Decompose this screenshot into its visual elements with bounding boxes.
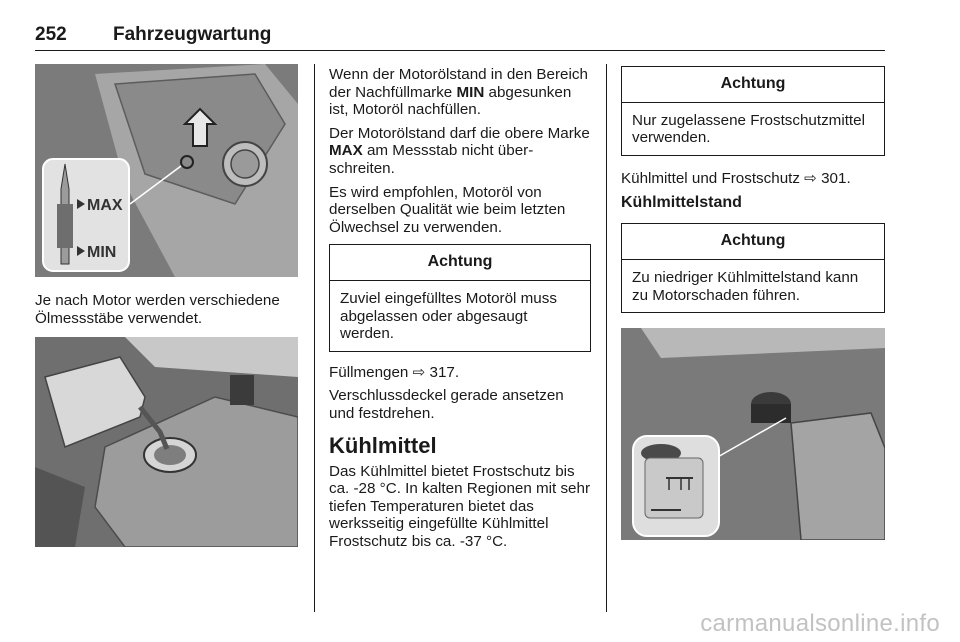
page-title: Fahrzeugwartung	[113, 24, 272, 45]
text-run: Der Motorölstand darf die obere Marke	[329, 124, 590, 142]
warning-box-oil	[329, 244, 591, 351]
oil-quality-paragraph: Es wird empfohlen, Motoröl von derselben Qualität wie beim letzten Ölwechsel zu verwenden.	[329, 183, 566, 236]
coolant-paragraph: Das Kühlmittel bietet Frostschutz bis ca. -28 °C. In kalten Regionen mit sehr tiefen Temperaturen bietet das werksseitig eingefüllte Kühlmittel Frostschutz bis ca. -37 °C.	[329, 462, 591, 550]
header-rule	[35, 50, 885, 51]
cap-paragraph: Verschlussdeckel gerade ansetzen und festdrehen.	[329, 387, 564, 422]
coolant-reservoir-illustration	[621, 328, 885, 540]
column-divider-1	[314, 64, 315, 612]
subheading-coolant-level: Kühlmittelstand	[621, 194, 742, 212]
coolant-reference-link[interactable]: Kühlmittel und Frostschutz ⇨ 301.	[621, 169, 851, 187]
max-mark-bold: MAX	[329, 142, 363, 160]
warning-title: Achtung	[622, 67, 884, 103]
text-run: Wenn der Motorölstand in den Bereich der Nachfüllmarke	[329, 66, 588, 101]
max-mark-label: MAX	[87, 197, 123, 214]
dipstick-illustration	[35, 64, 298, 277]
dipstick-caption: Je nach Motor werden verschiedene Ölmessstäbe verwendet.	[35, 292, 280, 327]
middle-column	[329, 66, 591, 556]
left-column-text	[35, 292, 305, 333]
column-divider-2	[606, 64, 607, 612]
warning-body: Zu niedriger Kühlmittelstand kann zu Motorschaden führen.	[632, 268, 859, 304]
oil-min-paragraph	[329, 66, 591, 119]
section-heading-coolant: Kühlmittel	[329, 432, 437, 458]
oil-max-paragraph	[329, 125, 591, 178]
warning-title: Achtung	[622, 224, 884, 260]
warning-body: Zuviel eingefülltes Motoröl muss abgelassen oder abgesaugt werden.	[340, 289, 557, 343]
text-run: am Messstab nicht überschreiten.	[329, 142, 534, 177]
min-mark-bold: MIN	[456, 83, 485, 101]
warning-box-antifreeze	[621, 66, 885, 156]
min-mark-label: MIN	[87, 244, 117, 261]
right-column	[621, 66, 885, 313]
watermark: carmanualsonline.info	[700, 610, 940, 637]
capacities-reference-link[interactable]: Füllmengen ⇨ 317.	[329, 363, 460, 381]
text-run: abgesunken ist, Motoröl nachfüllen.	[329, 83, 572, 119]
page-number: 252	[35, 24, 67, 45]
oil-filling-illustration	[35, 337, 298, 547]
warning-body: Nur zugelassene Frostschutzmittel verwenden.	[632, 111, 865, 147]
warning-box-coolant-level	[621, 223, 885, 313]
warning-title: Achtung	[330, 245, 590, 281]
